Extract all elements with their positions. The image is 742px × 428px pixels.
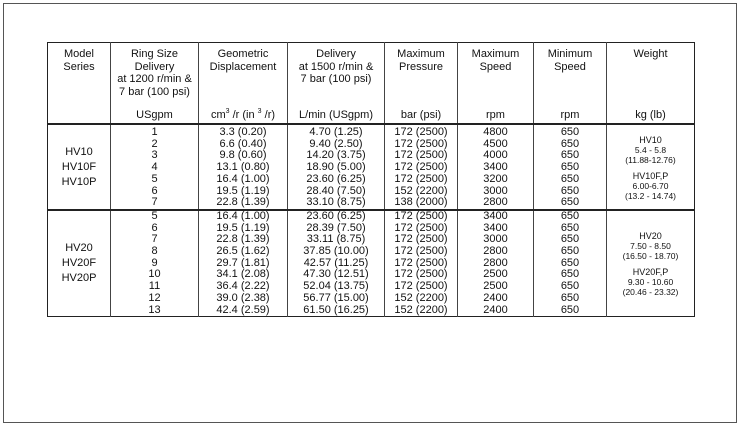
displacement-cell: 19.5 (1.19) bbox=[199, 223, 288, 235]
table-row bbox=[48, 305, 695, 317]
max-pressure-cell: 172 (2500) bbox=[385, 281, 458, 293]
ring-size-cell: 9 bbox=[111, 258, 199, 270]
displacement-cell: 6.6 (0.40) bbox=[199, 139, 288, 151]
table-row bbox=[48, 124, 695, 139]
displacement-cell: 22.8 (1.39) bbox=[199, 234, 288, 246]
model-series-cell bbox=[48, 210, 111, 317]
delivery-cell: 61.50 (16.25) bbox=[288, 305, 385, 317]
table-row bbox=[48, 197, 695, 210]
delivery-cell: 23.60 (6.25) bbox=[288, 174, 385, 186]
min-speed-cell: 650 bbox=[534, 174, 607, 186]
displacement-cell: 22.8 (1.39) bbox=[199, 197, 288, 210]
ring-size-cell: 5 bbox=[111, 174, 199, 186]
ring-size-cell: 7 bbox=[111, 234, 199, 246]
model-name: HV20F bbox=[61, 257, 97, 270]
table-row bbox=[48, 139, 695, 151]
ring-size-cell: 2 bbox=[111, 139, 199, 151]
max-speed-cell: 3400 bbox=[458, 223, 534, 235]
max-speed-cell: 4800 bbox=[458, 124, 534, 139]
min-speed-cell: 650 bbox=[534, 139, 607, 151]
weight-kg: 9.30 - 10.60 bbox=[627, 276, 674, 287]
unit-model bbox=[48, 104, 111, 124]
weight-kg: 5.4 - 5.8 bbox=[634, 144, 667, 155]
unit-delivery: L/min (USgpm) bbox=[288, 104, 385, 124]
max-pressure-cell: 172 (2500) bbox=[385, 269, 458, 281]
weight-block bbox=[607, 231, 694, 261]
min-speed-cell: 650 bbox=[534, 246, 607, 258]
min-speed-cell: 650 bbox=[534, 281, 607, 293]
pump-specifications-table bbox=[47, 42, 695, 317]
max-speed-cell: 2400 bbox=[458, 305, 534, 317]
max-speed-cell: 2500 bbox=[458, 281, 534, 293]
min-speed-cell: 650 bbox=[534, 293, 607, 305]
weight-lb: (20.46 - 23.32) bbox=[622, 286, 679, 297]
header-delivery: Delivery at 1500 r/min & 7 bar (100 psi) bbox=[288, 43, 385, 105]
displacement-cell: 19.5 (1.19) bbox=[199, 186, 288, 198]
ring-size-cell: 4 bbox=[111, 162, 199, 174]
min-speed-cell: 650 bbox=[534, 124, 607, 139]
model-name: HV10P bbox=[61, 176, 97, 189]
table-row bbox=[48, 281, 695, 293]
header-ring-size: Ring Size Delivery at 1200 r/min & 7 bar (100 psi) bbox=[111, 43, 199, 105]
max-pressure-cell: 172 (2500) bbox=[385, 150, 458, 162]
displacement-cell: 26.5 (1.62) bbox=[199, 246, 288, 258]
table-row bbox=[48, 223, 695, 235]
max-pressure-cell: 172 (2500) bbox=[385, 174, 458, 186]
table-row bbox=[48, 234, 695, 246]
unit-pressure: bar (psi) bbox=[385, 104, 458, 124]
unit-displacement: $cm^3$ /r (in $^3$ /r) bbox=[199, 104, 288, 124]
min-speed-cell: 650 bbox=[534, 150, 607, 162]
weight-name: HV10 bbox=[639, 134, 662, 145]
displacement-cell: 36.4 (2.22) bbox=[199, 281, 288, 293]
ring-size-cell: 10 bbox=[111, 269, 199, 281]
weight-kg: 6.00-6.70 bbox=[632, 180, 669, 191]
max-pressure-cell: 152 (2200) bbox=[385, 293, 458, 305]
min-speed-cell: 650 bbox=[534, 186, 607, 198]
unit-min-speed: rpm bbox=[534, 104, 607, 124]
delivery-cell: 9.40 (2.50) bbox=[288, 139, 385, 151]
ring-size-cell: 13 bbox=[111, 305, 199, 317]
table-row bbox=[48, 186, 695, 198]
min-speed-cell: 650 bbox=[534, 234, 607, 246]
ring-size-cell: 6 bbox=[111, 223, 199, 235]
delivery-cell: 42.57 (11.25) bbox=[288, 258, 385, 270]
header-minimum-speed: Minimum Speed bbox=[534, 43, 607, 105]
displacement-cell: 42.4 (2.59) bbox=[199, 305, 288, 317]
unit-usgpm: USgpm bbox=[111, 104, 199, 124]
max-speed-cell: 3000 bbox=[458, 234, 534, 246]
max-pressure-cell: 172 (2500) bbox=[385, 234, 458, 246]
delivery-cell: 23.60 (6.25) bbox=[288, 210, 385, 223]
ring-size-cell: 1 bbox=[111, 124, 199, 139]
weight-kg: 7.50 - 8.50 bbox=[630, 240, 671, 251]
model-series-cell bbox=[48, 124, 111, 210]
min-speed-cell: 650 bbox=[534, 197, 607, 210]
ring-size-cell: 5 bbox=[111, 210, 199, 223]
ring-size-cell: 11 bbox=[111, 281, 199, 293]
max-pressure-cell: 172 (2500) bbox=[385, 223, 458, 235]
header-geometric-displacement: Geometric Displacement bbox=[199, 43, 288, 105]
displacement-cell: 39.0 (2.38) bbox=[199, 293, 288, 305]
max-pressure-cell: 172 (2500) bbox=[385, 258, 458, 270]
delivery-cell: 33.11 (8.75) bbox=[288, 234, 385, 246]
model-name: HV20P bbox=[61, 272, 97, 285]
max-speed-cell: 2400 bbox=[458, 293, 534, 305]
displacement-cell: 16.4 (1.00) bbox=[199, 174, 288, 186]
weight-block bbox=[607, 171, 694, 201]
unit-weight: kg (lb) bbox=[607, 104, 695, 124]
weight-lb: (13.2 - 14.74) bbox=[624, 190, 677, 201]
table-row bbox=[48, 246, 695, 258]
max-speed-cell: 2800 bbox=[458, 197, 534, 210]
max-pressure-cell: 152 (2200) bbox=[385, 186, 458, 198]
header-model-series: Model Series bbox=[63, 48, 95, 73]
table-row bbox=[48, 162, 695, 174]
displacement-cell: 9.8 (0.60) bbox=[199, 150, 288, 162]
max-pressure-cell: 172 (2500) bbox=[385, 210, 458, 223]
min-speed-cell: 650 bbox=[534, 258, 607, 270]
displacement-cell: 13.1 (0.80) bbox=[199, 162, 288, 174]
max-speed-cell: 3200 bbox=[458, 174, 534, 186]
unit-max-speed: rpm bbox=[458, 104, 534, 124]
min-speed-cell: 650 bbox=[534, 305, 607, 317]
model-name: HV10F bbox=[61, 161, 97, 174]
weight-lb: (11.88-12.76) bbox=[625, 154, 676, 165]
hv10-group bbox=[48, 124, 695, 210]
delivery-cell: 28.39 (7.50) bbox=[288, 223, 385, 235]
max-speed-cell: 3000 bbox=[458, 186, 534, 198]
weight-block bbox=[607, 267, 694, 297]
weight-cell bbox=[607, 210, 695, 317]
ring-size-cell: 12 bbox=[111, 293, 199, 305]
hv20-group bbox=[48, 210, 695, 317]
delivery-cell: 18.90 (5.00) bbox=[288, 162, 385, 174]
header-row bbox=[48, 43, 695, 105]
header-weight: Weight bbox=[607, 43, 695, 105]
max-speed-cell: 2800 bbox=[458, 246, 534, 258]
max-pressure-cell: 172 (2500) bbox=[385, 162, 458, 174]
max-pressure-cell: 172 (2500) bbox=[385, 139, 458, 151]
max-pressure-cell: 152 (2200) bbox=[385, 305, 458, 317]
max-speed-cell: 4500 bbox=[458, 139, 534, 151]
min-speed-cell: 650 bbox=[534, 210, 607, 223]
table-row bbox=[48, 174, 695, 186]
weight-block bbox=[607, 135, 694, 165]
min-speed-cell: 650 bbox=[534, 223, 607, 235]
delivery-cell: 47.30 (12.51) bbox=[288, 269, 385, 281]
weight-name: HV20 bbox=[639, 230, 662, 241]
header-maximum-speed: Maximum Speed bbox=[458, 43, 534, 105]
header-maximum-pressure: Maximum Pressure bbox=[385, 43, 458, 105]
max-speed-cell: 3400 bbox=[458, 210, 534, 223]
delivery-cell: 28.40 (7.50) bbox=[288, 186, 385, 198]
unit-row bbox=[48, 104, 695, 124]
displacement-cell: 29.7 (1.81) bbox=[199, 258, 288, 270]
delivery-cell: 37.85 (10.00) bbox=[288, 246, 385, 258]
displacement-cell: 16.4 (1.00) bbox=[199, 210, 288, 223]
delivery-cell: 33.10 (8.75) bbox=[288, 197, 385, 210]
table-row bbox=[48, 269, 695, 281]
ring-size-cell: 8 bbox=[111, 246, 199, 258]
max-pressure-cell: 172 (2500) bbox=[385, 246, 458, 258]
table-row bbox=[48, 293, 695, 305]
delivery-cell: 56.77 (15.00) bbox=[288, 293, 385, 305]
weight-name: HV20F,P bbox=[632, 266, 669, 277]
table-row bbox=[48, 210, 695, 223]
model-name: HV10 bbox=[65, 146, 93, 159]
ring-size-cell: 7 bbox=[111, 197, 199, 210]
weight-lb: (16.50 - 18.70) bbox=[622, 250, 679, 261]
table-row bbox=[48, 150, 695, 162]
delivery-cell: 4.70 (1.25) bbox=[288, 124, 385, 139]
max-speed-cell: 4000 bbox=[458, 150, 534, 162]
model-name: HV20 bbox=[65, 242, 93, 255]
max-speed-cell: 2500 bbox=[458, 269, 534, 281]
table-row bbox=[48, 258, 695, 270]
max-pressure-cell: 138 (2000) bbox=[385, 197, 458, 210]
ring-size-cell: 6 bbox=[111, 186, 199, 198]
displacement-cell: 34.1 (2.08) bbox=[199, 269, 288, 281]
max-speed-cell: 3400 bbox=[458, 162, 534, 174]
weight-cell bbox=[607, 124, 695, 210]
delivery-cell: 14.20 (3.75) bbox=[288, 150, 385, 162]
ring-size-cell: 3 bbox=[111, 150, 199, 162]
max-pressure-cell: 172 (2500) bbox=[385, 124, 458, 139]
delivery-cell: 52.04 (13.75) bbox=[288, 281, 385, 293]
weight-name: HV10F,P bbox=[632, 170, 669, 181]
min-speed-cell: 650 bbox=[534, 269, 607, 281]
displacement-cell: 3.3 (0.20) bbox=[199, 124, 288, 139]
min-speed-cell: 650 bbox=[534, 162, 607, 174]
max-speed-cell: 2800 bbox=[458, 258, 534, 270]
